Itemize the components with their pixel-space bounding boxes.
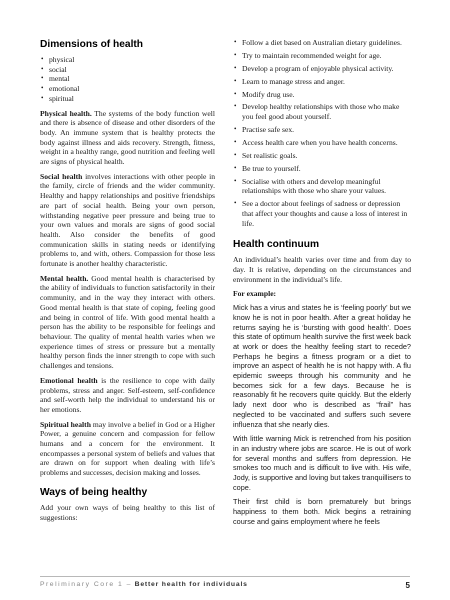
page-number: 5: [405, 581, 410, 590]
health-continuum-heading: Health continuum: [233, 239, 320, 251]
emotional-health-lead: Emotional health: [40, 375, 98, 385]
list-item: • emotional: [41, 84, 80, 94]
dimensions-heading: Dimensions of health: [40, 39, 144, 50]
continuum-paragraph: An individual’s health varies over time and from day to day. It is relative, depending on the circumstances and environment in the individual’s life.: [233, 255, 411, 284]
footer-course: Preliminary Core 1 –: [40, 581, 132, 588]
list-item: • Follow a diet based on Australian dietary guidelines.: [234, 38, 402, 47]
bullet-icon: •: [234, 38, 237, 46]
mental-health-paragraph: [40, 274, 215, 371]
bullet-icon: •: [234, 199, 237, 208]
bullet-icon: •: [234, 102, 237, 111]
emotional-health-paragraph: [40, 376, 215, 415]
social-health-lead: Social health: [40, 171, 83, 181]
suggestions-list: [233, 38, 411, 228]
list-item: • Practise safe sex.: [234, 125, 295, 135]
physical-health-text: The systems of the body function well and there is absence of disease and other disorders of the body. An immune system that is healthy protects the body against illness and aids recovery. Strength, fitness, weight in a healthy range, good nutrition and feeling well are signs of physical health.: [40, 108, 215, 167]
example-label: For example:: [233, 289, 277, 299]
list-item: • Develop a program of enjoyable physical activity.: [234, 63, 394, 73]
list-item: • Learn to manage stress and anger.: [234, 76, 345, 86]
physical-health-lead: Physical health.: [40, 108, 92, 118]
list-item: • See a doctor about feelings of sadness or depression that affect your thoughts and cause a loss of interest in life.: [234, 199, 408, 228]
list-item: • Set realistic goals.: [234, 150, 298, 160]
mental-health-lead: Mental health.: [40, 273, 89, 283]
list-item: • mental: [41, 74, 70, 84]
physical-health-paragraph: [40, 109, 215, 167]
page-footer: [40, 576, 410, 593]
dimensions-list: [40, 55, 215, 104]
ways-heading: Ways of being healthy: [40, 486, 148, 498]
example-paragraph: With little warning Mick is retrenched from his position in an industry where jobs are scarce. He is out of work for several months and suffers from depression. He smokes too much and is difficult to live with. His wife, Jody, is supportive and loving but takes tranquillisers to cope.: [233, 434, 411, 492]
bullet-icon: •: [41, 55, 44, 63]
list-item: • Modify drug use.: [234, 89, 295, 99]
bullet-icon: •: [41, 93, 44, 102]
left-column: [40, 38, 215, 527]
bullet-icon: •: [234, 76, 237, 85]
right-column: [233, 38, 411, 532]
list-item: • spiritual: [41, 93, 74, 103]
bullet-icon: •: [41, 84, 44, 93]
bullet-icon: •: [41, 74, 44, 83]
bullet-icon: •: [234, 63, 237, 72]
bullet-icon: •: [234, 89, 237, 98]
ways-intro: Add your own ways of being healthy to this list of suggestions:: [40, 502, 215, 522]
bullet-icon: •: [234, 176, 237, 185]
social-health-text: involves interactions with other people in the family, circle of friends and the wider community. Healthy and happy relationships and positive friendships are part of social health. Being your own person, withstanding negative peer pressure and being true to your own values and morals are signs of good social health. Also consider the benefits of good communication skills in stating needs or identifying problems to, and with, others. Compassion for those less fortunate is another healthy characteristic.: [40, 171, 215, 269]
spiritual-health-lead: Spiritual health: [40, 419, 91, 429]
list-item: • physical: [41, 55, 75, 64]
example-paragraph: Mick has a virus and states he is ‘feeling poorly’ but we know he is not in poor health. After a great holiday he returns saying he is ‘bursting with good health’. Does this state of optimum health survive the first week back at work or does the healthy feeling start to recede? Perhaps he begins a fitness program or a diet to improve an aspect of health he is not happy with. A flu epidemic sweeps through his community and he becomes sick for a few days. Because he is reasonably fit he recovers quite quickly. But the elderly lady next door who is described as “frail” has neglected to be vaccinated and suffers such severe influenza that she nearly dies.: [233, 303, 411, 429]
mental-health-text: Good mental health is characterised by the ability of individuals to function satisfactorily in their community, and in the way they interact with others. Good mental health is that state of coping, feeling good and being in control of life. With good mental health a person has the ability to be responsible for feelings and behaviour. The quality of mental health varies when we experience times of stress or pressure but a mentally healthy person finds the inner strength to cope with such challenges and tensions.: [40, 273, 215, 371]
bullet-icon: •: [234, 125, 237, 134]
emotional-health-text: is the resilience to cope with daily problems, stress and anger. Self-esteem, self-confidence and self-worth help the individual to understand his or her emotions.: [40, 375, 216, 414]
bullet-icon: •: [234, 163, 237, 172]
spiritual-health-text: may involve a belief in God or a Higher Power, a genuine concern and compassion for fellow humans and a concern for the environment. It encompasses a personal system of beliefs and values that are drawn on for support when dealing with life’s problems and successes, decision making and losses.: [40, 419, 215, 478]
footer-title: Better health for individuals: [131, 581, 248, 588]
spiritual-health-paragraph: [40, 420, 215, 478]
list-item: • Develop healthy relationships with those who make you feel good about yourself.: [234, 102, 400, 122]
list-item: • Try to maintain recommended weight for age.: [234, 50, 382, 60]
list-item: • Access health care when you have health concerns.: [234, 137, 398, 147]
list-item: • Socialise with others and develop meaningful relationships with those who share your values.: [234, 176, 387, 196]
bullet-icon: •: [41, 64, 44, 73]
list-item: • Be true to yourself.: [234, 163, 301, 173]
example-paragraph: Their first child is born prematurely but brings happiness to them both. Mick begins a retraining course and gains employment where he feels: [233, 497, 411, 526]
bullet-icon: •: [234, 150, 237, 159]
social-health-paragraph: [40, 172, 215, 269]
bullet-icon: •: [234, 50, 237, 59]
list-item: • social: [41, 64, 67, 74]
bullet-icon: •: [234, 137, 237, 146]
